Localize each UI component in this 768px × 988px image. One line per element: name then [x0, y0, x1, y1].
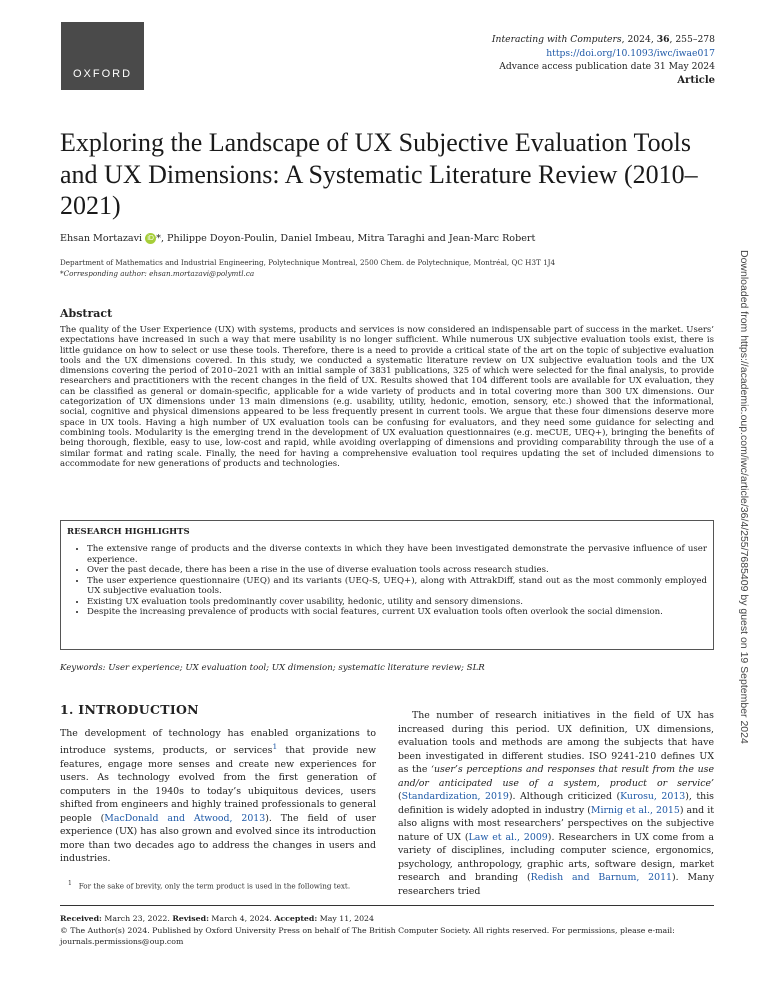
intro-text: The number of research initiatives in the field of UX has increased during this period. UX definition, UX dimensions, evaluation tools and methods are among the subjects that have been investigated in different studies. ISO 9241-210 defines UX as the [398, 710, 714, 775]
download-watermark: Downloaded from https://academic.oup.com/iwc/article/36/4/255/7685409 by guest on 19 September 2024 [738, 250, 750, 744]
year-text: , 2024, [621, 34, 657, 45]
advance-access-date: Advance access publication date 31 May 2024 [499, 61, 715, 72]
page-range: , 255–278 [669, 34, 715, 45]
copyright-notice: © The Author(s) 2024. Published by Oxford University Press on behalf of The British Computer Society. All rights reserved. For permissions, please e-mail: journals.permissions@oup.com [60, 925, 675, 946]
publisher-name: OXFORD [72, 68, 133, 80]
citation-link[interactable]: Mirnig et al., 2015 [590, 804, 680, 816]
accepted-label: Accepted: [274, 914, 318, 923]
highlight-item: • The user experience questionnaire (UEQ) and its variants (UEQ-S, UEQ+), along with AttrakDiff, stand out as the most commonly employed UX subjective evaluation tools. [87, 576, 707, 597]
received-block [60, 913, 714, 948]
intro-text: ( [398, 791, 402, 802]
doi-link[interactable]: https://doi.org/10.1093/iwc/iwae017 [546, 47, 715, 59]
footnote-text: For the sake of brevity, only the term product is used in the following text. [78, 881, 351, 891]
abstract-text: The quality of the User Experience (UX) with systems, products and services is now considered an indispensable part of success in the market. Users’ expectations have increased in such a way that mere usability is no longer sufficient. While numerous UX subjective evaluation tools exist, there is little guidance on how to select or use these tools. Therefore, there is a need to provide a critical state of the art on the topic of subjective evaluation tools and the UX dimensions covered. In this study, we conducted a systematic literature review on UX subjective evaluation tools and the UX dimensions covering the period of 2010–2021 with an initial sample of 3831 publications, 325 of which were selected for the final analysis, to provide researchers and practitioners with the recent changes in the field of UX. Results showed that 104 different tools are available for UX evaluation, they can be classified as general or domain-specific, applicable for a wide variety of products and in total covering more than 300 UX dimensions. Our categorization of UX dimensions under 13 main dimensions (e.g. usability, utility, hedonic, emotion, sensory, etc.) showed that the informational, social, cognitive and physical dimensions appeared to be less frequently present in current tools. We argue that these four dimensions deserve more space in UX tools. Having a high number of UX evaluation tools can be confusing for evaluators, and they need some guidance for selecting and combining tools. Modularity is the emerging trend in the development of UX evaluation questionnaires (e.g. meCUE, UEQ+), bringing the benefits of being thorough, flexible, easy to use, low-cost and rapid, while avoiding overlapping of dimensions and providing comparability through the use of a similar format and rating scale. Finally, the need for having a comprehensive evaluation tool requires updating the set of included dimensions to accommodate for new generations of products and technologies. [60, 325, 714, 469]
iso-definition-quote: ‘user’s perceptions and responses that result from the use and/or anticipated use of a system, product or service’ [398, 764, 714, 789]
affiliation: Department of Mathematics and Industrial Engineering, Polytechnique Montreal, 2500 Chem. de Polytechnique, Montréal, QC H3T 1J4 [60, 258, 556, 267]
journal-name: Interacting with Computers [491, 34, 622, 45]
intro-left-column [60, 703, 376, 866]
author-list [60, 233, 535, 244]
footer-divider [60, 905, 714, 906]
intro-text: ). The field of user experience (UX) has also grown and evolved since its introduction more than two decades ago to address the changes in users and industries. [60, 812, 376, 865]
article-meta [492, 33, 715, 87]
corresponding-mark: * [156, 233, 161, 244]
footnote-ref[interactable]: 1 [272, 742, 278, 751]
history-dates [60, 913, 714, 925]
received-date: March 23, 2022. [101, 914, 173, 923]
highlight-item: • Over the past decade, there has been a rise in the use of diverse evaluation tools across research studies. [87, 565, 707, 576]
citation-link[interactable]: Kurosu, 2013 [620, 791, 686, 802]
intro-text: ), this definition is widely adopted in industry ( [398, 791, 714, 816]
corresponding-author: *Corresponding author: ehsan.mortazavi@polymtl.ca [60, 269, 255, 278]
accepted-date: May 11, 2024 [317, 914, 374, 923]
revised-date: March 4, 2024. [208, 914, 275, 923]
research-highlights-box [60, 520, 714, 650]
first-author[interactable]: Ehsan Mortazavi [60, 233, 143, 244]
intro-text: ). Although criticized ( [508, 791, 621, 802]
received-label: Received: [60, 914, 102, 923]
article-type: Article [677, 74, 715, 86]
intro-right-column [398, 709, 714, 898]
highlight-item: • Despite the increasing prevalence of products with social features, current UX evaluation tools often overlook the social dimension. [87, 607, 707, 618]
highlights-list [67, 544, 707, 618]
intro-paragraph-2 [398, 709, 714, 898]
citation-link[interactable]: Redish and Barnum, 2011 [530, 872, 673, 883]
highlights-title: RESEARCH HIGHLIGHTS [67, 527, 190, 537]
citation-line [492, 33, 715, 47]
oxford-logo [61, 22, 144, 90]
revised-label: Revised: [172, 914, 209, 923]
intro-text: ) and it also aligns with most researchers’ perspectives on the subjective nature of UX ( [398, 804, 714, 843]
paper-title: Exploring the Landscape of UX Subjective Evaluation Tools and UX Dimensions: A Systematic Literature Review (2010–2021) [60, 128, 698, 220]
citation-link[interactable]: Standardization, 2019 [401, 791, 509, 802]
section-heading-introduction: 1. INTRODUCTION [60, 702, 199, 717]
footnote-mark: 1 [68, 880, 72, 887]
intro-text: ). Many researchers tried [398, 872, 715, 897]
highlight-item: • Existing UX evaluation tools predominantly cover usability, hedonic, utility and sensory dimensions. [87, 597, 707, 608]
intro-text: The development of technology has enabled organizations to introduce systems, products, or services [60, 727, 376, 757]
intro-text: that provide new features, engage more senses and create new experiences for users. As technology evolved from the first generation of computers in the 1940s to today’s ubiquitous devices, users shifted from engineers and highly trained professionals to general people ( [60, 745, 377, 824]
orcid-icon[interactable]: iD [145, 233, 156, 244]
citation-link[interactable]: Law et al., 2009 [468, 831, 548, 843]
other-authors: , Philippe Doyon-Poulin, Daniel Imbeau, Mitra Taraghi and Jean-Marc Robert [160, 233, 536, 244]
citation-link[interactable]: MacDonald and Atwood, 2013 [104, 812, 266, 824]
abstract-heading: Abstract [60, 307, 113, 320]
highlight-item: • The extensive range of products and the diverse contexts in which they have been investigated demonstrate the pervasive influence of user experience. [87, 544, 707, 565]
intro-text: ). Researchers in UX come from a variety of disciplines, including computer science, ergonomics, psychology, anthropology, graphic arts, software design, market research and branding ( [398, 831, 714, 883]
affiliation-block [60, 257, 555, 279]
keywords: Keywords: User experience; UX evaluation tool; UX dimension; systematic literature review; SLR [60, 663, 485, 673]
footnote [68, 880, 350, 890]
intro-paragraph-1 [60, 727, 376, 866]
volume-number: 36 [656, 34, 670, 45]
